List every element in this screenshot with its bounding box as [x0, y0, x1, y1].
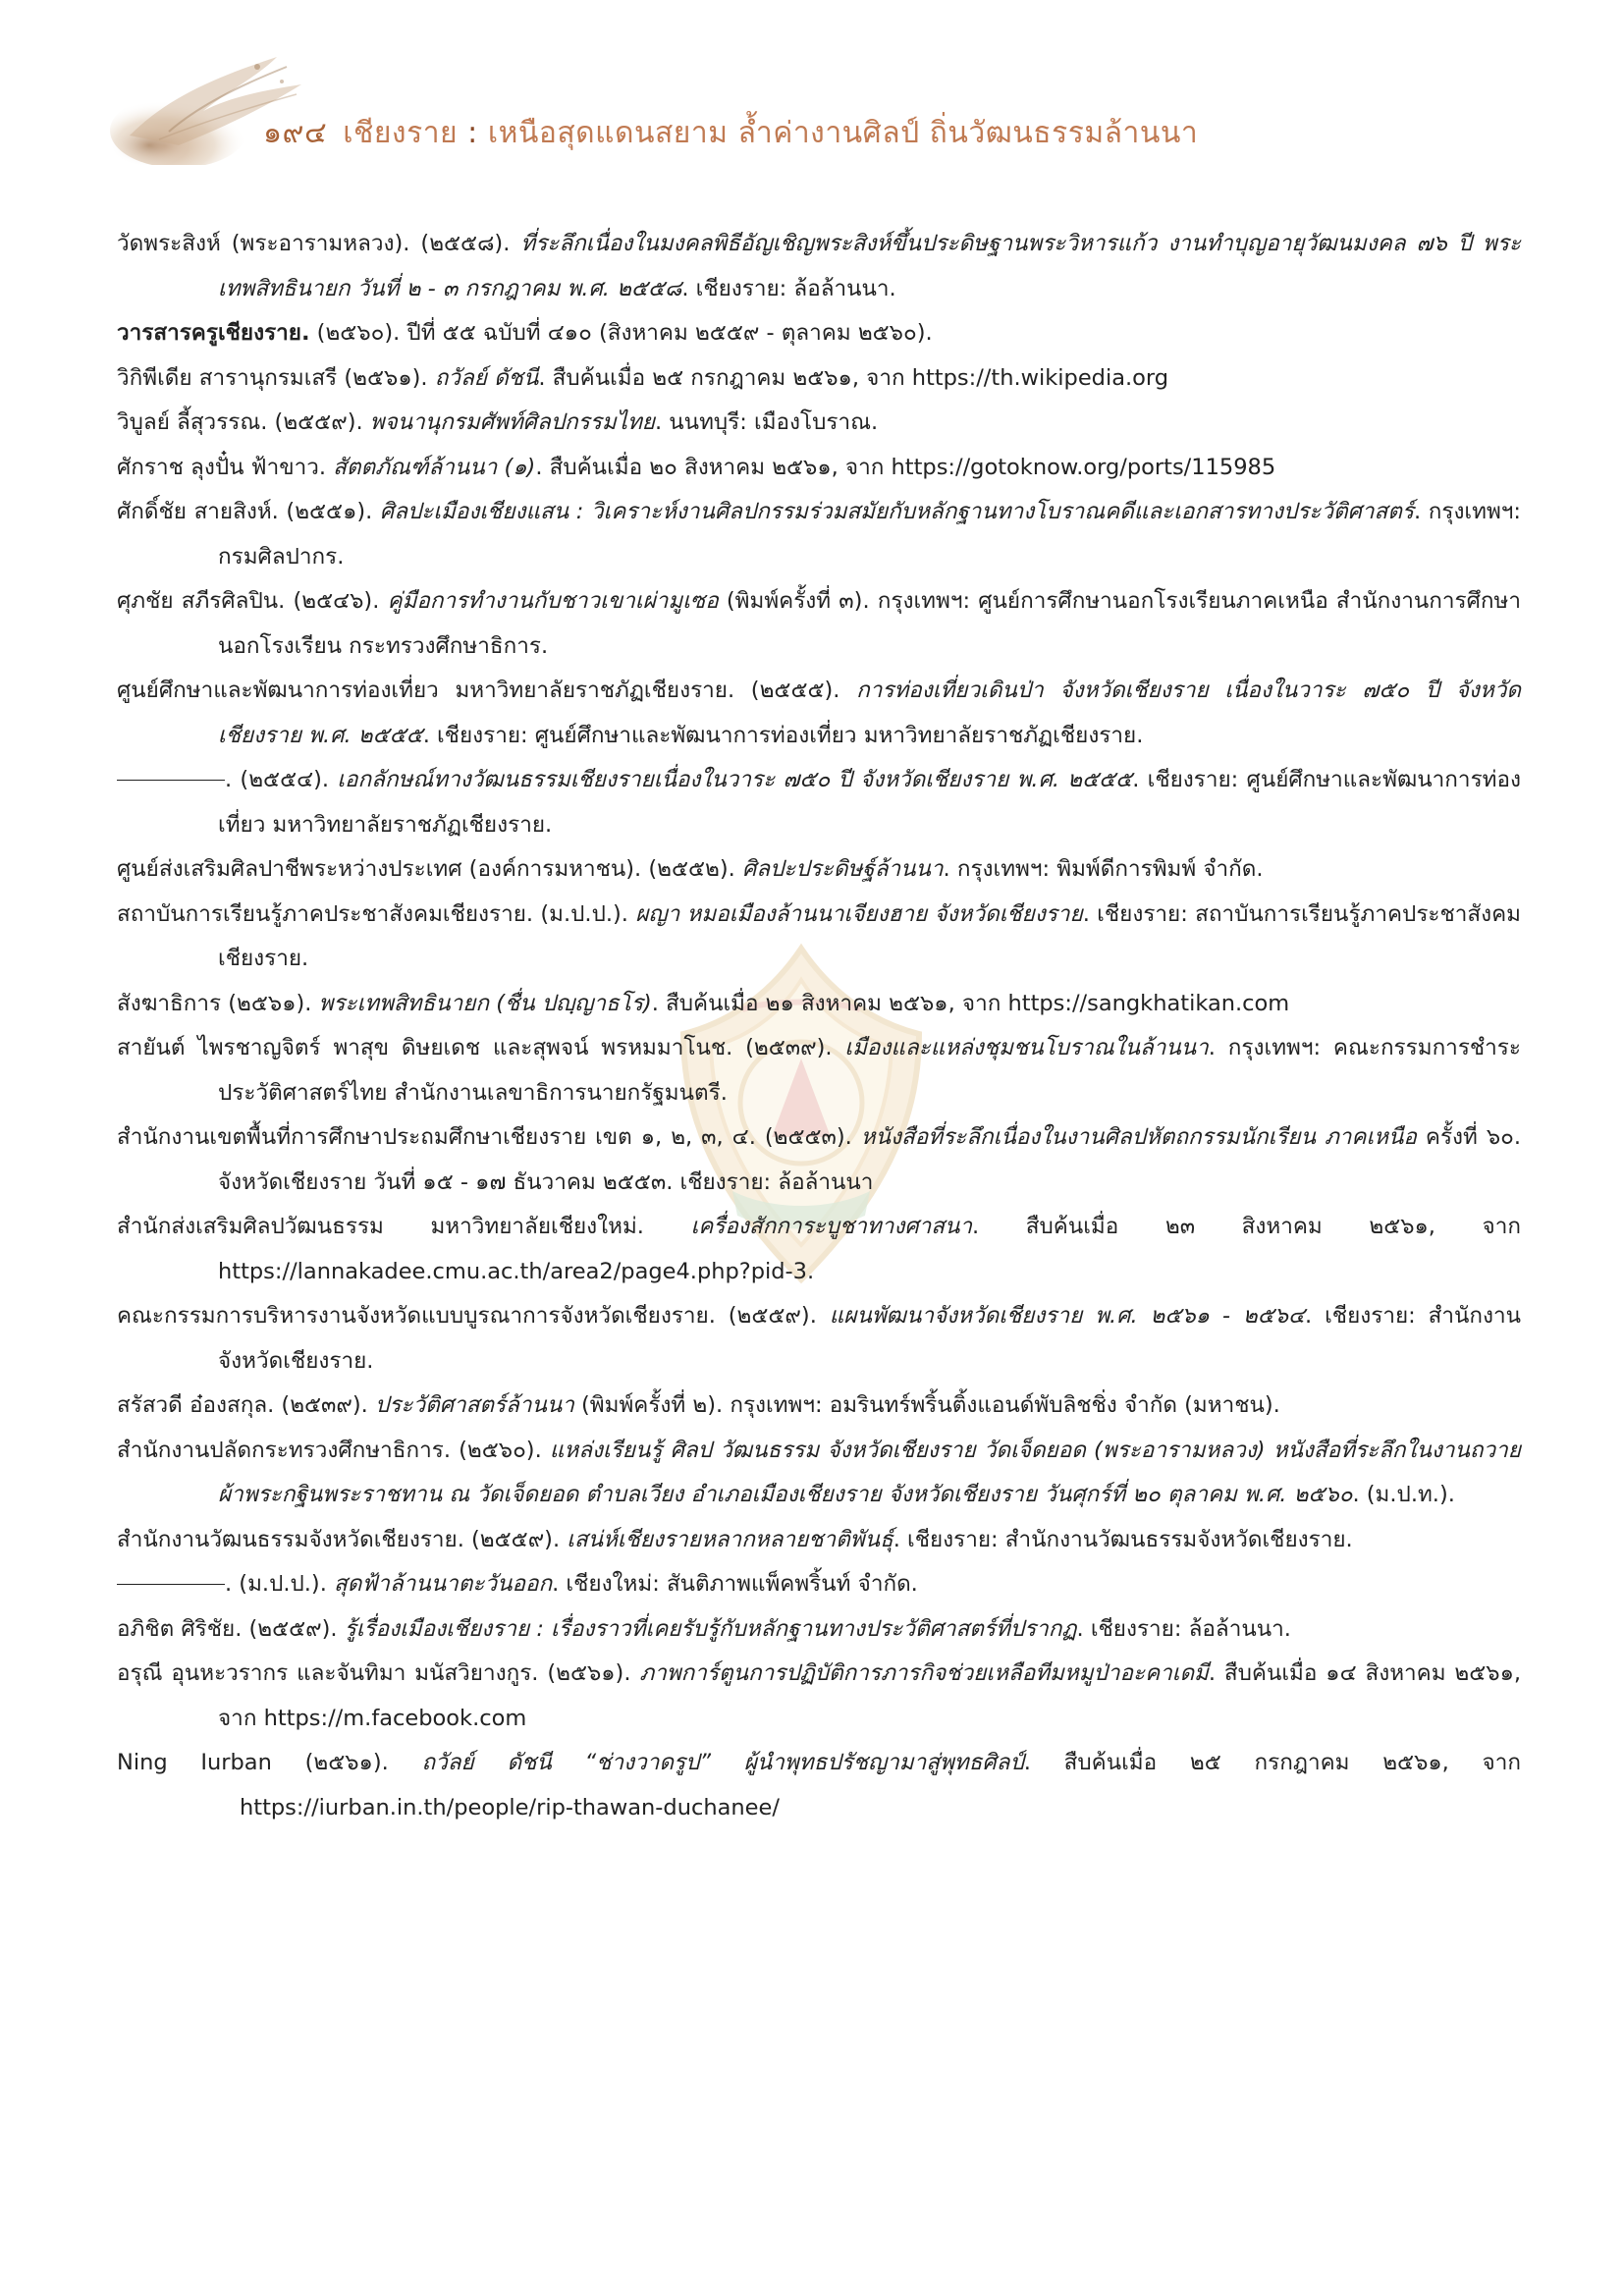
reference-item: สถาบันการเรียนรู้ภาคประชาสังคมเชียงราย. (ม.ป.ป.). ผญา หมอเมืองล้านนาเจียงฮาย จังหวัดเชียงราย. เชียงราย: สถาบันการเรียนรู้ภาคประชาสังคมเชียงราย. — [117, 900, 1521, 971]
reference-item: ศุภชัย สภีรศิลปิน. (๒๕๔๖). คู่มือการทำงานกับชาวเขาเผ่ามูเซอ (พิมพ์ครั้งที่ ๓). กรุงเทพฯ: ศูนย์การศึกษานอกโรงเรียนภาคเหนือ สำนักงานการศึกษานอกโรงเรียน กระทรวงศึกษาธิการ. — [117, 588, 1521, 659]
reference-item: ศักราช ลุงปั๋น ฟ้าขาว. สัตตภัณฑ์ล้านนา (๑). สืบค้นเมื่อ ๒๐ สิงหาคม ๒๕๖๑, จาก https://gotoknow.org/ports/115985 — [117, 454, 1276, 480]
reference-item: วิบูลย์ ลี้สุวรรณ. (๒๕๕๙). พจนานุกรมศัพท์ศิลปกรรมไทย. นนทบุรี: เมืองโบราณ. — [117, 409, 879, 435]
reference-item: . (ม.ป.ป.). สุดฟ้าล้านนาตะวันออก. เชียงใหม่: สันติภาพแพ็คพริ้นท์ จำกัด. — [117, 1562, 1521, 1607]
reference-item: อภิชิต ศิริชัย. (๒๕๕๙). รู้เรื่องเมืองเชียงราย : เรื่องราวที่เคยรับรู้กับหลักฐานทางประวัติศาสตร์ที่ปรากฏ. เชียงราย: ล้อล้านนา. — [117, 1615, 1291, 1642]
reference-item: สำนักงานเขตพื้นที่การศึกษาประถมศึกษาเชียงราย เขต ๑, ๒, ๓, ๔. (๒๕๕๓). หนังสือที่ระลึกเนื่องในงานศิลปหัตถกรรมนักเรียน ภาคเหนือ ครั้งที่ ๖๐. จังหวัดเชียงราย วันที่ ๑๕ - ๑๗ ธันวาคม ๒๕๕๓. เชียงราย: ล้อล้านนา — [117, 1124, 1521, 1195]
reference-item: สรัสวดี อ๋องสกุล. (๒๕๓๙). ประวัติศาสตร์ล้านนา (พิมพ์ครั้งที่ ๒). กรุงเทพฯ: อมรินทร์พริ้นติ้งแอนด์พับลิชชิ่ง จำกัด (มหาชน). — [117, 1392, 1280, 1418]
reference-item: ศูนย์ส่งเสริมศิลปาชีพระหว่างประเทศ (องค์การมหาชน). (๒๕๕๒). ศิลปะประดิษฐ์ล้านนา. กรุงเทพฯ: พิมพ์ดีการพิมพ์ จำกัด. — [117, 856, 1264, 882]
reference-item: ศักดิ์ชัย สายสิงห์. (๒๕๕๑). ศิลปะเมืองเชียงแสน : วิเคราะห์งานศิลปกรรมร่วมสมัยกับหลักฐานทางโบราณคดีและเอกสารทางประวัติศาสตร์. กรุงเทพฯ: กรมศิลปากร. — [117, 499, 1521, 570]
reference-item: สายันต์ ไพรชาญจิตร์ พาสุข ดิษยเดช และสุพจน์ พรหมมาโนช. (๒๕๓๙). เมืองและแหล่งชุมชนโบราณในล้านนา. กรุงเทพฯ: คณะกรรมการชำระประวัติศาสตร์ไทย สำนักงานเลขาธิการนายกรัฐมนตรี. — [117, 1035, 1521, 1106]
reference-item: วารสารครูเชียงราย. (๒๕๖๐). ปีที่ ๕๕ ฉบับที่ ๔๑๐ (สิงหาคม ๒๕๕๙ - ตุลาคม ๒๕๖๐). — [117, 320, 933, 346]
reference-item: คณะกรรมการบริหารงานจังหวัดแบบบูรณาการจังหวัดเชียงราย. (๒๕๕๙). แผนพัฒนาจังหวัดเชียงราย พ.ศ. ๒๕๖๑ - ๒๕๖๔. เชียงราย: สำนักงานจังหวัดเชียงราย. — [117, 1303, 1521, 1374]
running-head-separator: : — [458, 116, 488, 150]
running-head — [263, 110, 1198, 156]
reference-item: ศูนย์ศึกษาและพัฒนาการท่องเที่ยว มหาวิทยาลัยราชภัฏเชียงราย. (๒๕๕๕). การท่องเที่ยวเดินป่า จังหวัดเชียงราย เนื่องในวาระ ๗๕๐ ปี จังหวัดเชียงราย พ.ศ. ๒๕๕๕. เชียงราย: ศูนย์ศึกษาและพัฒนาการท่องเที่ยว มหาวิทยาลัยราชภัฏเชียงราย. — [117, 678, 1521, 748]
reference-item: . (๒๕๕๔). เอกลักษณ์ทางวัฒนธรรมเชียงรายเนื่องในวาระ ๗๕๐ ปี จังหวัดเชียงราย พ.ศ. ๒๕๕๕. เชียงราย: ศูนย์ศึกษาและพัฒนาการท่องเที่ยว มหาวิทยาลัยราชภัฏเชียงราย. — [117, 758, 1521, 847]
ditto-line — [117, 1584, 225, 1585]
reference-item: วิกิพีเดีย สารานุกรมเสรี (๒๕๖๑). ถวัลย์ ดัชนี. สืบค้นเมื่อ ๒๕ กรกฎาคม ๒๕๖๑, จาก https://th.wikipedia.org — [117, 364, 1169, 391]
reference-item: Ning Iurban (๒๕๖๑). ถวัลย์ ดัชนี “ช่างวาดรูป” ผู้นำพุทธปรัชญามาสู่พุทธศิลป์. สืบค้นเมื่อ ๒๕ กรกฎาคม ๒๕๖๑, จาก https://iurban.in.th/people/rip-thawan-duchanee/ — [117, 1750, 1521, 1820]
reference-item: สังฆาธิการ (๒๕๖๑). พระเทพสิทธินายก (ชื่น ปญฺญาธโร). สืบค้นเมื่อ ๒๑ สิงหาคม ๒๕๖๑, จาก https://sangkhatikan.com — [117, 990, 1290, 1016]
reference-item: อรุณี อุนหะวรากร และจันทิมา มนัสวิยางกูร. (๒๕๖๑). ภาพการ์ตูนการปฏิบัติการภารกิจช่วยเหลือทีมหมูป่าอะคาเดมี. สืบค้นเมื่อ ๑๔ สิงหาคม ๒๕๖๑, จาก https://m.facebook.com — [117, 1660, 1521, 1731]
ditto-line — [117, 780, 225, 781]
reference-item: วัดพระสิงห์ (พระอารามหลวง). (๒๕๕๘). ที่ระลึกเนื่องในมงคลพิธีอัญเชิญพระสิงห์ขึ้นประดิษฐานพระวิหารแก้ว งานทำบุญอายุวัฒนมงคล ๗๖ ปี พระเทพสิทธินายก วันที่ ๒ - ๓ กรกฎาคม พ.ศ. ๒๕๕๘. เชียงราย: ล้อล้านนา. — [117, 231, 1521, 301]
bibliography-list — [117, 222, 1521, 1830]
running-head-place: เชียงราย — [343, 116, 459, 150]
page-number: ๑๙๔ — [263, 116, 328, 150]
reference-item: สำนักงานวัฒนธรรมจังหวัดเชียงราย. (๒๕๕๙). เสน่ห์เชียงรายหลากหลายชาติพันธุ์. เชียงราย: สำนักงานวัฒนธรรมจังหวัดเชียงราย. — [117, 1526, 1353, 1552]
reference-item: สำนักส่งเสริมศิลปวัฒนธรรม มหาวิทยาลัยเชียงใหม่. เครื่องสักการะบูชาทางศาสนา. สืบค้นเมื่อ ๒๓ สิงหาคม ๒๕๖๑, จาก https://lannakadee.cmu.ac.th/area2/page4.php?pid-3. — [117, 1214, 1521, 1284]
reference-item: สำนักงานปลัดกระทรวงศึกษาธิการ. (๒๕๖๐). แหล่งเรียนรู้ ศิลป วัฒนธรรม จังหวัดเชียงราย วัดเจ็ดยอด (พระอารามหลวง) หนังสือที่ระลึกในงานถวายผ้าพระกฐินพระราชทาน ณ วัดเจ็ดยอด ตำบลเวียง อำเภอเมืองเชียงราย จังหวัดเชียงราย วันศุกร์ที่ ๒๐ ตุลาคม พ.ศ. ๒๕๖๐. (ม.ป.ท.). — [117, 1437, 1521, 1507]
running-head-title: เหนือสุดแดนสยาม ล้ำค่างานศิลป์ ถิ่นวัฒนธรรมล้านนา — [487, 116, 1199, 150]
